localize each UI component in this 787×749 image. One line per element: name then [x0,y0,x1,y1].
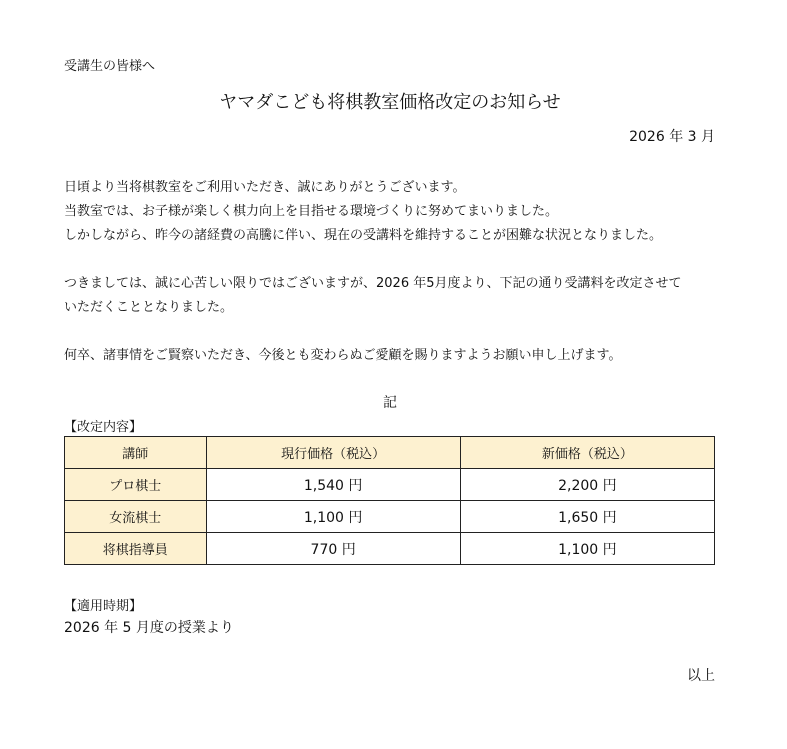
body-line: つきましては、誠に心苦しい限りではございますが、2026 年5月度より、下記の通り受講料を改定させて [64,276,682,291]
column-header-current-price: 現行価格（税込） [206,437,460,469]
instructor-cell: プロ棋士 [65,469,207,501]
new-price-cell: 2,200 円 [460,469,714,501]
effective-date: 2026 年 5 月度の授業より [64,620,234,636]
closing-mark: 以上 [687,668,715,684]
body-line: 何卒、諸事情をご賢察いただき、今後とも変わらぬご愛顧を賜りますようお願い申し上げます。 [64,348,622,363]
body-line: いただくこととなりました。 [64,300,234,315]
instructor-cell: 将棋指導員 [65,533,207,565]
body-line: 日頃より当将棋教室をご利用いただき、誠にありがとうございます。 [64,180,466,195]
new-price-cell: 1,100 円 [460,533,714,565]
page-title: ヤマダこども将棋教室価格改定のお知らせ [219,92,561,113]
current-price-cell: 770 円 [206,533,460,565]
effective-section-label: 【適用時期】 [64,599,143,614]
table-header-row [65,437,715,469]
price-table [64,436,715,565]
body-line: しかしながら、昨今の諸経費の高騰に伴い、現在の受講料を維持することが困難な状況となりました。 [64,228,663,243]
table-row [65,469,715,501]
instructor-cell: 女流棋士 [65,501,207,533]
price-section-label: 【改定内容】 [64,420,143,435]
table-row [65,501,715,533]
current-price-cell: 1,100 円 [206,501,460,533]
issue-date: 2026 年 3 月 [629,129,715,145]
column-header-new-price: 新価格（税込） [460,437,714,469]
column-header-instructor: 講師 [65,437,207,469]
table-row [65,533,715,565]
notice-mark: 記 [383,395,397,411]
addressee: 受講生の皆様へ [64,59,156,74]
current-price-cell: 1,540 円 [206,469,460,501]
body-line: 当教室では、お子様が楽しく棋力向上を目指せる環境づくりに努めてまいりました。 [64,204,559,219]
new-price-cell: 1,650 円 [460,501,714,533]
